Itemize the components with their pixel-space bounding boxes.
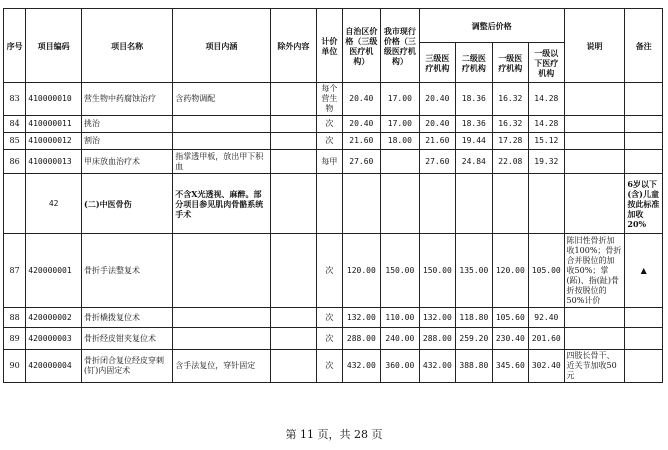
cell-city: 17.00: [381, 116, 420, 133]
cell-code: 420000001: [26, 234, 82, 308]
cell-below1: 15.12: [529, 133, 564, 150]
cell-exclusion: [270, 150, 317, 174]
cell-level2: 18.36: [456, 116, 492, 133]
header-adjusted: 调整后价格: [419, 9, 564, 43]
cell-note: [564, 328, 625, 350]
cell-seq: 87: [4, 234, 26, 308]
cell-seq: 90: [4, 350, 26, 383]
cell-exclusion: [270, 328, 317, 350]
header-region-price: 自治区价格（三级医疗机构）: [342, 9, 381, 83]
cell-region: 120.00: [342, 234, 381, 308]
cell-unit: 次: [317, 116, 342, 133]
cell-city: 240.00: [381, 328, 420, 350]
cell-level2: 135.00: [456, 234, 492, 308]
table-row: [4, 133, 663, 150]
header-exclusion: 除外内容: [270, 9, 317, 83]
cell-content: 含药物调配: [173, 83, 270, 116]
header-city-price: 我市现行价格（三级医疗机构）: [381, 9, 420, 83]
cell-below1: 14.28: [529, 83, 564, 116]
cell-exclusion: [270, 234, 317, 308]
cell-city: 18.00: [381, 133, 420, 150]
cell-level3: 132.00: [419, 308, 455, 328]
cell-level2: 24.84: [456, 150, 492, 174]
cell-name: 营生物中药腐蚀治疗: [82, 83, 173, 116]
header-note: 说明: [564, 9, 625, 83]
cell-note: 陈旧性骨折加收100%；骨折合并脱位的加收50%；掌(跖)、指(趾)骨折按脱位的50%计价: [564, 234, 625, 308]
cell-exclusion: [270, 133, 317, 150]
cell-content: 指掌透甲板，放出甲下积血: [173, 150, 270, 174]
cell-content: 含手法复位，穿针固定: [173, 350, 270, 383]
cell-level3: 20.40: [419, 83, 455, 116]
cell-city: [381, 150, 420, 174]
cell-below1: 92.40: [529, 308, 564, 328]
cell-seq: 83: [4, 83, 26, 116]
cell-note: [564, 133, 625, 150]
cell-remark: [625, 133, 663, 150]
cell-level2: 19.44: [456, 133, 492, 150]
cell-seq: 85: [4, 133, 26, 150]
table-row: [4, 350, 663, 383]
cell-exclusion: [270, 350, 317, 383]
cell-content: [173, 234, 270, 308]
cell-level3: 21.60: [419, 133, 455, 150]
header-code: 项目编码: [26, 9, 82, 83]
cell-level1: 22.08: [492, 150, 528, 174]
cell-name: 骨折经皮钳夹复位术: [82, 328, 173, 350]
cell-code: 420000002: [26, 308, 82, 328]
cell-note: 四肢长骨干、近关节加收50元: [564, 350, 625, 383]
cell-note: [564, 308, 625, 328]
cell-level1: 345.60: [492, 350, 528, 383]
table-row: [4, 116, 663, 133]
cell-content: [173, 308, 270, 328]
table-row: [4, 308, 663, 328]
cell-unit: 次: [317, 308, 342, 328]
cell-remark: [625, 116, 663, 133]
cell-name: 骨折闭合复位经皮穿刺(钉)内固定术: [82, 350, 173, 383]
header-level3: 三级医疗机构: [419, 43, 455, 83]
cell-city: 110.00: [381, 308, 420, 328]
header-unit: 计价单位: [317, 9, 342, 83]
cell-remark: [625, 328, 663, 350]
cell-below1: 201.60: [529, 328, 564, 350]
cell-unit: 次: [317, 234, 342, 308]
table-row: [4, 83, 663, 116]
table-row: [4, 234, 663, 308]
cell-region: 288.00: [342, 328, 381, 350]
cell-region: 20.40: [342, 116, 381, 133]
cell-unit: 次: [317, 328, 342, 350]
cell-content: [173, 116, 270, 133]
cell-city: 360.00: [381, 350, 420, 383]
price-table: [3, 8, 663, 383]
table-row: [4, 328, 663, 350]
cell-level3: 432.00: [419, 350, 455, 383]
cell-level3: 150.00: [419, 234, 455, 308]
cell-unit: 次: [317, 133, 342, 150]
header-level1: 一级医疗机构: [492, 43, 528, 83]
cell-below1: 105.00: [529, 234, 564, 308]
cell-level2: 259.20: [456, 328, 492, 350]
cell-city: 150.00: [381, 234, 420, 308]
cell-note: [564, 116, 625, 133]
cell-level3: 20.40: [419, 116, 455, 133]
cell-name: 骨折手法整复术: [82, 234, 173, 308]
cell-unit: 每甲: [317, 150, 342, 174]
header-remark: 备注: [625, 9, 663, 83]
cell-remark: [625, 150, 663, 174]
cell-name: 割治: [82, 133, 173, 150]
cell-remark: [625, 83, 663, 116]
cell-code: 420000003: [26, 328, 82, 350]
cell-level1: 16.32: [492, 116, 528, 133]
cell-code: 410000011: [26, 116, 82, 133]
cell-level1: 17.28: [492, 133, 528, 150]
cell-region: 27.60: [342, 150, 381, 174]
cell-code: 410000013: [26, 150, 82, 174]
cell-level1: 16.32: [492, 83, 528, 116]
cell-city: 17.00: [381, 83, 420, 116]
cell-level2: 18.36: [456, 83, 492, 116]
cell-seq: 84: [4, 116, 26, 133]
cell-name: 骨折橇拨复位术: [82, 308, 173, 328]
cell-name: 挑治: [82, 116, 173, 133]
cell-region: 432.00: [342, 350, 381, 383]
page-footer: 第 11 页，共 28 页: [285, 428, 383, 441]
cell-region: 21.60: [342, 133, 381, 150]
cell-content: [173, 328, 270, 350]
cell-seq: 88: [4, 308, 26, 328]
cell-below1: 19.32: [529, 150, 564, 174]
header-name: 项目名称: [82, 9, 173, 83]
cell-seq: 89: [4, 328, 26, 350]
cell-seq: 86: [4, 150, 26, 174]
header-level2: 二级医疗机构: [456, 43, 492, 83]
cell-below1: 14.28: [529, 116, 564, 133]
cell-remark: [625, 308, 663, 328]
cell-note: [564, 150, 625, 174]
cell-name: 甲床放血治疗术: [82, 150, 173, 174]
section-name: (二)中医骨伤: [82, 174, 173, 234]
cell-note: [564, 83, 625, 116]
cell-region: 20.40: [342, 83, 381, 116]
cell-below1: 302.40: [529, 350, 564, 383]
triangle-marker-icon: ▲: [625, 234, 663, 308]
cell-unit: 次: [317, 350, 342, 383]
cell-region: 132.00: [342, 308, 381, 328]
cell-code: 410000012: [26, 133, 82, 150]
cell-content: [173, 133, 270, 150]
header-below1: 一级以下医疗机构: [529, 43, 564, 83]
section-row: [4, 174, 663, 234]
section-seq: 42: [26, 174, 82, 234]
cell-code: 420000004: [26, 350, 82, 383]
cell-exclusion: [270, 308, 317, 328]
section-content: 不含X光透视、麻醉。部分项目参见肌肉骨骼系统手术: [173, 174, 270, 234]
cell-exclusion: [270, 116, 317, 133]
cell-level1: 105.60: [492, 308, 528, 328]
table-row: [4, 150, 663, 174]
cell-code: 410000010: [26, 83, 82, 116]
header-seq: 序号: [4, 9, 26, 83]
cell-unit: 每个营生物: [317, 83, 342, 116]
cell-level1: 230.40: [492, 328, 528, 350]
section-remark: 6岁以下(含)儿童按此标准加收20%: [625, 174, 663, 234]
cell-level3: 27.60: [419, 150, 455, 174]
cell-level2: 388.80: [456, 350, 492, 383]
cell-level2: 118.80: [456, 308, 492, 328]
cell-exclusion: [270, 83, 317, 116]
cell-level1: 120.00: [492, 234, 528, 308]
cell-remark: [625, 350, 663, 383]
header-content: 项目内涵: [173, 9, 270, 83]
cell-level3: 288.00: [419, 328, 455, 350]
